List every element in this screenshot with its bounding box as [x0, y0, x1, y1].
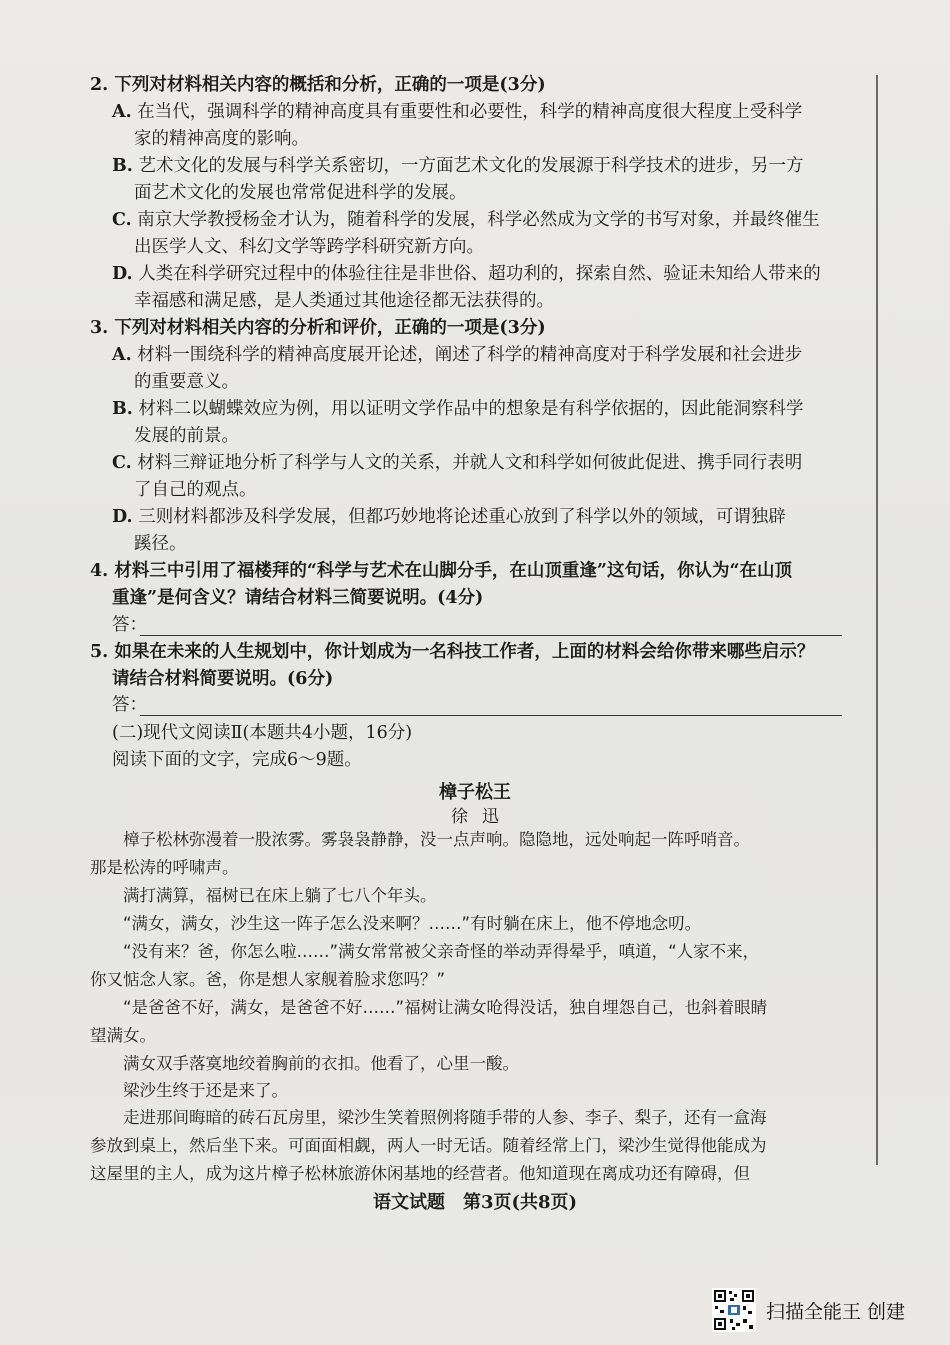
story-paragraph — [90, 910, 850, 938]
story-paragraph — [90, 882, 850, 910]
q5-stem — [90, 639, 850, 693]
q4-answer-field[interactable] — [112, 612, 842, 639]
option-line: B. 材料二以蝴蝶效应为例，用以证明文学作品中的想象是有科学依据的，因此能洞察科学 — [112, 399, 804, 419]
section-heading: (二)现代文阅读Ⅱ(本题共4小题，16分) — [112, 723, 413, 743]
q4-answer-line — [140, 635, 842, 636]
q2-option-a — [112, 99, 852, 153]
story-line: “是爸爸不好，满女，是爸爸不好……”福树让满女呛得没话，独自埋怨自己，也斜着眼睛 — [123, 998, 768, 1017]
option-line: D. 人类在科学研究过程中的体验往往是非世俗、超功利的，探索自然、验证未知给人带来的 — [112, 264, 821, 284]
q5-answer-label: 答： — [112, 695, 147, 715]
story-paragraph — [90, 1104, 850, 1188]
option-line: A. 材料一围绕科学的精神高度展开论述，阐述了科学的精神高度对于科学发展和社会进步 — [112, 345, 803, 365]
section-instruction: 阅读下面的文字，完成6～9题。 — [112, 750, 362, 770]
q4-line2: 重逢”是何含义？请结合材料三简要说明。(4分) — [112, 588, 484, 608]
margin-rule — [876, 75, 878, 1165]
option-line: 出医学人文、科幻文学等跨学科研究新方向。 — [134, 237, 484, 257]
page-footer: 语文试题 第3页(共8页) — [372, 1192, 578, 1213]
story-paragraph — [90, 826, 850, 882]
story-paragraph — [90, 938, 850, 994]
story-paragraph — [90, 1050, 850, 1078]
option-line: 发展的前景。 — [134, 426, 239, 446]
q5-answer-line — [140, 715, 842, 716]
story-line: “满女，满女，沙生这一阵子怎么没来啊？……”有时躺在床上，他不停地念叨。 — [123, 914, 702, 933]
q2-option-c — [112, 207, 852, 261]
story-line: 梁沙生终于还是来了。 — [123, 1081, 288, 1100]
option-line: 面艺术文化的发展也常常促进科学的发展。 — [134, 183, 467, 203]
q4-line1: 4. 材料三中引用了福楼拜的“科学与艺术在山脚分手，在山顶重逢”这句话，你认为“在山顶 — [90, 561, 793, 581]
q2-stem: 2. 下列对材料相关内容的概括和分析，正确的一项是(3分) — [90, 75, 546, 95]
option-line: 的重要意义。 — [134, 372, 239, 392]
story-line: 这屋里的主人，成为这片樟子松林旅游休闲基地的经营者。他知道现在离成功还有障碍，但 — [90, 1164, 750, 1183]
q3-option-c — [112, 450, 852, 504]
story-line: 你又惦念人家。爸，你是想人家舰着脸求您吗？” — [90, 970, 446, 989]
option-line: 幸福感和满足感，是人类通过其他途径都无法获得的。 — [134, 291, 554, 311]
option-line: 了自己的观点。 — [134, 480, 257, 500]
q3-option-a — [112, 342, 852, 396]
q4-answer-label: 答： — [112, 615, 147, 635]
q2-option-d — [112, 261, 852, 315]
option-line: D. 三则材料都涉及科学发展，但都巧妙地将论述重心放到了科学以外的领域，可谓独辟 — [112, 507, 786, 527]
option-line: 家的精神高度的影响。 — [134, 129, 309, 149]
story-paragraph — [90, 1077, 850, 1105]
q3-stem: 3. 下列对材料相关内容的分析和评价，正确的一项是(3分) — [90, 318, 546, 338]
option-line: 蹊径。 — [134, 534, 187, 554]
q5-line1: 5. 如果在未来的人生规划中，你计划成为一名科技工作者，上面的材料会给你带来哪些启示？ — [90, 642, 815, 662]
story-line: 那是松涛的呼啸声。 — [90, 858, 239, 877]
story-line: 参放到桌上，然后坐下来。可面面相觑，两人一时无话。随着经常上门，梁沙生觉得他能成为 — [90, 1136, 767, 1155]
qr-code-icon — [712, 1288, 756, 1332]
q2-option-b — [112, 153, 852, 207]
story-line: 满打满算，福树已在床上躺了七八个年头。 — [123, 886, 437, 905]
option-line: B. 艺术文化的发展与科学关系密切，一方面艺术文化的发展源于科学技术的进步，另一方 — [112, 156, 804, 176]
scanner-watermark-text: 扫描全能王 创建 — [766, 1300, 906, 1323]
story-paragraph — [90, 994, 850, 1050]
q3-option-d — [112, 504, 852, 558]
story-title: 樟子松王 — [439, 782, 511, 803]
story-line: 走进那间晦暗的砖石瓦房里，梁沙生笑着照例将随手带的人参、李子、梨子，还有一盒海 — [123, 1108, 767, 1127]
story-author: 徐迅 — [451, 807, 513, 827]
option-line: A. 在当代，强调科学的精神高度具有重要性和必要性，科学的精神高度很大程度上受科学 — [112, 102, 803, 122]
option-line: C. 南京大学教授杨金才认为，随着科学的发展，科学必然成为文学的书写对象，并最终催生 — [112, 210, 820, 230]
q4-stem — [90, 558, 850, 612]
story-line: 满女双手落寞地绞着胸前的衣扣。他看了，心里一酸。 — [123, 1054, 519, 1073]
q3-option-b — [112, 396, 852, 450]
story-line: 望满女。 — [90, 1026, 156, 1045]
story-line: “没有来？爸，你怎么啦……”满女常常被父亲奇怪的举动弄得晕乎，嗔道，“人家不来， — [123, 942, 760, 961]
option-line: C. 材料三辩证地分析了科学与人文的关系，并就人文和科学如何彼此促进、携手同行表明 — [112, 453, 803, 473]
story-line: 樟子松林弥漫着一股浓雾。雾袅袅静静，没一点声响。隐隐地，远处响起一阵呼哨音。 — [123, 830, 750, 849]
q5-line2: 请结合材料简要说明。(6分) — [112, 669, 334, 689]
q5-answer-field[interactable] — [112, 692, 842, 719]
scanner-watermark — [712, 1288, 905, 1332]
